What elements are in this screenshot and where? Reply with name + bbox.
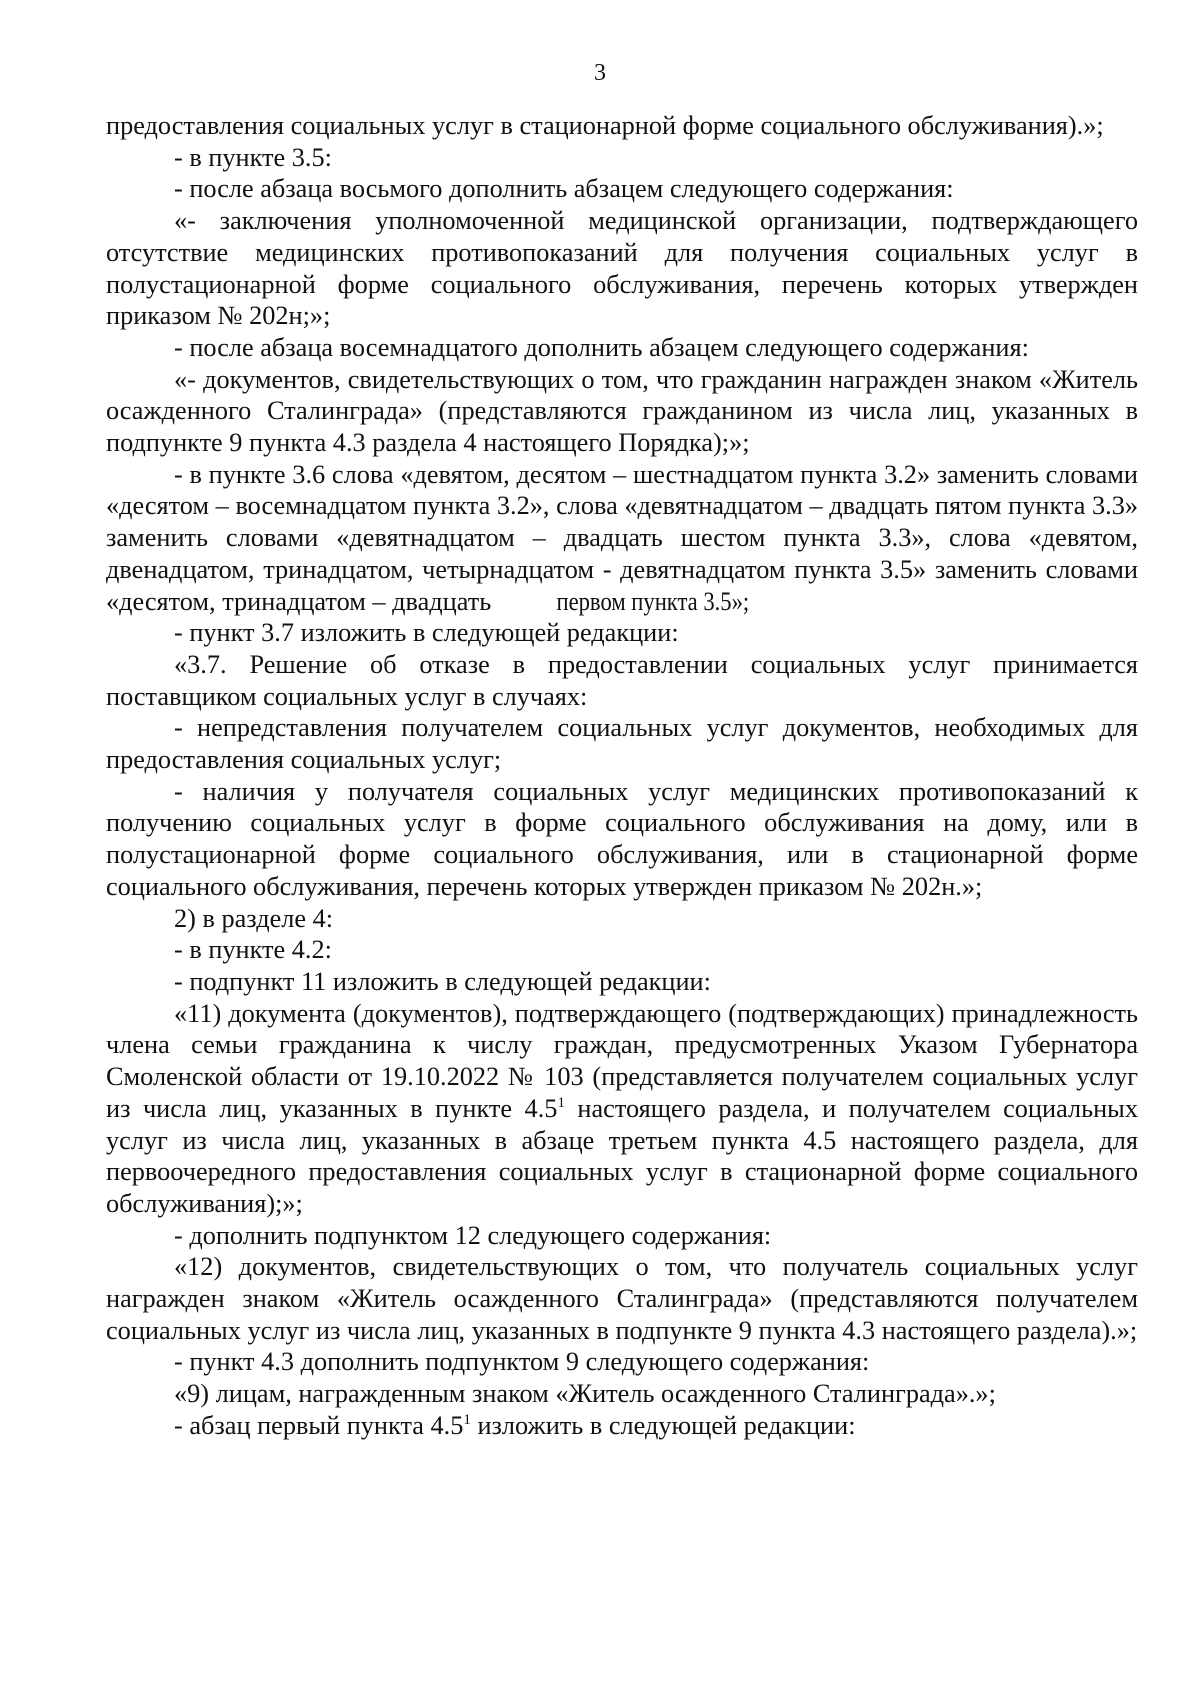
superscript: 1 [463,1412,471,1429]
paragraph-text: - абзац первый пункта 4.5 [174,1410,464,1440]
paragraph [106,1378,1138,1410]
paragraph [106,459,1138,618]
paragraph-text: - в пункте 3.6 слова «девятом, десятом – шестнадцатом пункта 3.2» заменить словами «десятом – восемнадцатом пункта 3.2», слова «девятнадцатом – двадцать пятом пункта 3.3» заменить словами «девятнадцатом – двадцать шестом пункта 3.3», слова «девятом, двенадцатом, тринадцатом, четырнадцатом - девятнадцатом пункта 3.5» заменить словами «десятом, тринадцатом – двадцать [106,459,1138,616]
paragraph [106,1251,1138,1346]
paragraph-text: «- заключения уполномоченной медицинской организации, подтверждающего отсутствие медицинских противопоказаний для получения социальных услуг в полустационарной форме социального обслуживания, перечень которых утвержден приказом № 202н;»; [106,206,1138,331]
document-body [106,110,1138,1442]
paragraph-text: - после абзаца восьмого дополнить абзацем следующего содержания: [174,174,954,204]
paragraph [106,205,1138,332]
paragraph-text-condensed: первом пункта 3.5»; [556,586,750,616]
paragraph [106,1220,1138,1252]
paragraph-text: - дополнить подпунктом 12 следующего содержания: [174,1220,772,1250]
paragraph-text: - в пункте 4.2: [174,935,332,965]
paragraph [106,776,1138,903]
paragraph [106,934,1138,966]
paragraph [106,966,1138,998]
paragraph-text: «- документов, свидетельствующих о том, что гражданин награжден знаком «Житель осажденного Сталинграда» (представляются гражданином из числа лиц, указанных в подпункте 9 пункта 4.3 раздела 4 настоящего Порядка);»; [106,364,1138,458]
paragraph [106,1346,1138,1378]
paragraph-text: изложить в следующей редакции: [470,1410,856,1440]
superscript: 1 [557,1095,565,1112]
paragraph-text: - непредставления получателем социальных услуг документов, необходимых для предоставления социальных услуг; [106,713,1138,775]
page-number: 3 [594,60,606,86]
paragraph [106,1410,1138,1442]
paragraph [106,903,1138,935]
paragraph-text: «12) документов, свидетельствующих о том, что получатель социальных услуг награжден знаком «Житель осажденного Сталинграда» (представляются получателем социальных услуг из числа лиц, указанных в подпункте 9 пункта 4.3 настоящего раздела).»; [106,1252,1138,1345]
paragraph-text: «9) лицам, награжденным знаком «Житель осажденного Сталинграда».»; [174,1379,996,1409]
paragraph [106,173,1138,205]
paragraph-text: предоставления социальных услуг в стационарной форме социального обслуживания).»; [106,111,1104,140]
paragraph-text: - пункт 4.3 дополнить подпунктом 9 следующего содержания: [174,1347,870,1377]
paragraph [106,712,1138,775]
paragraph-text: - после абзаца восемнадцатого дополнить абзацем следующего содержания: [174,332,1029,362]
paragraph-text: 2) в разделе 4: [174,903,334,933]
paragraph [106,142,1138,174]
paragraph [106,649,1138,712]
paragraph [106,617,1138,649]
paragraph-text: - подпункт 11 изложить в следующей редакции: [174,966,711,996]
paragraph [106,998,1138,1220]
paragraph-text: - наличия у получателя социальных услуг медицинских противопоказаний к получению социальных услуг в форме социального обслуживания на дому, или в полустационарной форме социального обслуживания, или в стационарной форме социального обслуживания, перечень которых утвержден приказом № 202н.»; [106,776,1138,901]
paragraph-text: «11) документа (документов), подтверждающего (подтверждающих) принадлежность члена семьи гражданина к числу граждан, предусмотренных Указом Губернатора Смоленской области от 19.10.2022 № 103 (представляется получателем социальных услуг из числа лиц, указанных в пункте 4.5 [106,998,1138,1123]
paragraph-text: - в пункте 3.5: [174,142,332,172]
paragraph [106,364,1138,459]
paragraph-text: - пункт 3.7 изложить в следующей редакции: [174,618,679,648]
paragraph-text: «3.7. Решение об отказе в предоставлении социальных услуг принимается поставщиком социальных услуг в случаях: [106,649,1138,711]
paragraph-text: настоящего раздела, и получателем социальных услуг из числа лиц, указанных в абзаце третьем пункта 4.5 настоящего раздела, для первоочередного предоставления социальных услуг в стационарной форме социального обслуживания);»; [106,1093,1138,1218]
paragraph [106,110,1138,142]
paragraph [106,332,1138,364]
